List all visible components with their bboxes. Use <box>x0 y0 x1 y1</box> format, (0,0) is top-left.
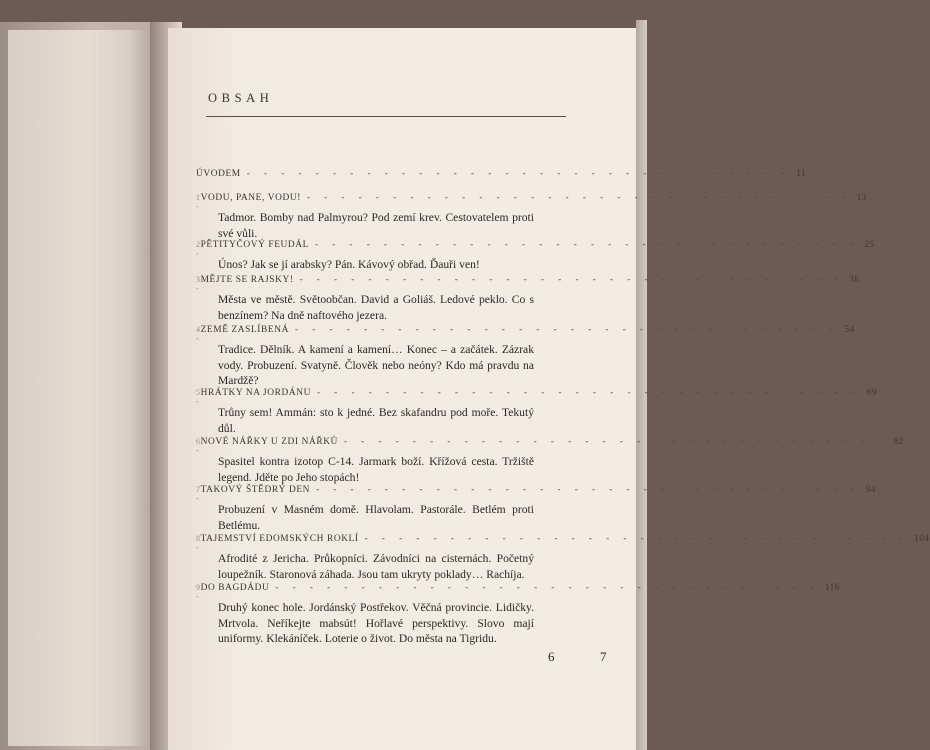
chapter-number: 1 - <box>196 193 201 211</box>
dot-leader: - - - - - - - - - - - - - - - - - - - - - - - - - - - - - - - - <box>246 168 791 178</box>
page-number: 11 <box>796 168 807 178</box>
page-number: 94 <box>865 484 876 494</box>
chapter-number: 4 - <box>196 325 201 343</box>
page-number: 54 <box>844 324 855 334</box>
dot-leader: - - - - - - - - - - - - - - - - - - - - - - - - - - - - - - - - <box>343 436 888 446</box>
dot-leader: - - - - - - - - - - - - - - - - - - - - - - - - - - - - - - - - <box>306 192 851 202</box>
page-number: 38 <box>849 274 860 284</box>
chapter-title: DO BAGDÁDU <box>200 583 270 593</box>
chapter-title: ÚVODEM <box>196 169 241 179</box>
chapter-number: 9 - <box>196 583 201 601</box>
chapter-title: PĚTITYČOVÝ FEUDÁL <box>200 240 309 250</box>
chapter-title: NOVÉ NÁŘKY U ZDI NÁŘKŮ <box>200 437 338 447</box>
page-title: OBSAH <box>208 91 274 105</box>
page-number: 104 <box>914 533 930 543</box>
chapter-title: MĚJTE SE RAJSKY! <box>200 275 294 285</box>
chapter-summary: Trůny sem! Ammán: sto k jedné. Bez skafandru pod moře. Tekutý důl. <box>218 406 534 435</box>
dot-leader: - - - - - - - - - - - - - - - - - - - - - - - - - - - - - - - - <box>275 582 820 592</box>
chapter-summary: Tadmor. Bomby nad Palmyrou? Pod zemí krev. Cestovatelem proti své vůli. <box>218 211 534 240</box>
chapter-title: ZEMĚ ZASLÍBENÁ <box>200 325 289 335</box>
toc-entry <box>196 533 930 582</box>
page-number: 25 <box>864 239 875 249</box>
chapter-title: VODU, PANE, VODU! <box>200 193 301 203</box>
toc-entry <box>196 274 860 323</box>
chapter-summary: Spasitel kontra izotop C-14. Jarmark boží. Křížová cesta. Tržiště legend. Jděte po Jeho stopách! <box>218 455 534 484</box>
chapter-summary: Únos? Jak se jí arabsky? Pán. Kávový obřad. Ďauři ven! <box>218 258 480 271</box>
folio-right: 7 <box>600 649 607 664</box>
toc-entry <box>196 239 875 273</box>
chapter-number: 7 - <box>196 485 201 503</box>
dot-leader: - - - - - - - - - - - - - - - - - - - - - - - - - - - - - - - - <box>294 324 839 334</box>
toc-entry <box>196 436 904 485</box>
toc-entry <box>196 192 867 241</box>
folio-left: 6 <box>548 649 555 664</box>
toc-entry <box>196 168 807 182</box>
page-number: 69 <box>866 387 877 397</box>
page-number: 116 <box>825 582 840 592</box>
left-page <box>8 30 158 746</box>
chapter-summary: Druhý konec hole. Jordánský Postřekov. Věčná provincie. Lidičky. Mrtvola. Neříkejte mabsút! Hořlavé perspektivy. Slovo mají uniformy. Klekáníček. Loterie o život. Do města na Tigridu. <box>218 601 534 646</box>
toc-entry <box>196 582 840 647</box>
chapter-number: 2 - <box>196 240 201 258</box>
dot-leader: - - - - - - - - - - - - - - - - - - - - - - - - - - - - - - - - <box>364 533 909 543</box>
chapter-number: 8 - <box>196 534 201 552</box>
chapter-title: TAJEMSTVÍ EDOMSKÝCH ROKLÍ <box>200 534 359 544</box>
dot-leader: - - - - - - - - - - - - - - - - - - - - - - - - - - - - - - - - <box>317 387 861 397</box>
chapter-number: 5 - <box>196 388 201 406</box>
chapter-summary: Afrodité z Jericha. Průkopníci. Závodníci na cisternách. Početný loupežník. Staronová záhada. Jsou tam ukryty poklady… Rachíja. <box>218 552 534 581</box>
chapter-title: HRÁTKY NA JORDÁNU <box>200 388 311 398</box>
toc-entry <box>196 387 877 436</box>
page-number: 82 <box>893 436 904 446</box>
dot-leader: - - - - - - - - - - - - - - - - - - - - - - - - - - - - - - - - <box>314 239 859 249</box>
toc-entry <box>196 324 855 389</box>
chapter-summary: Tradice. Dělník. A kamení a kamení… Konec – a začátek. Zázrak vody. Probuzení. Svatyně. Člověk nebo neóny? Kdo má pravdu na Mardžě? <box>218 343 534 388</box>
chapter-summary: Města ve městě. Světoobčan. David a Goliáš. Ledové peklo. Co s benzínem? Na dně naftového jezera. <box>218 293 534 322</box>
chapter-number: 3 - <box>196 275 201 293</box>
chapter-number: 6 - <box>196 437 201 455</box>
heading-rule <box>206 116 566 117</box>
dot-leader: - - - - - - - - - - - - - - - - - - - - - - - - - - - - - - - - <box>299 274 844 284</box>
chapter-summary: Probuzení v Masném domě. Hlavolam. Pastorále. Betlém proti Betlému. <box>218 503 534 532</box>
dot-leader: - - - - - - - - - - - - - - - - - - - - - - - - - - - - - - - - <box>316 484 860 494</box>
page-number: 13 <box>856 192 867 202</box>
chapter-title: TAKOVÝ ŠTĚDRÝ DEN <box>200 485 311 495</box>
page-edge <box>636 20 647 750</box>
toc-entry <box>196 484 876 533</box>
